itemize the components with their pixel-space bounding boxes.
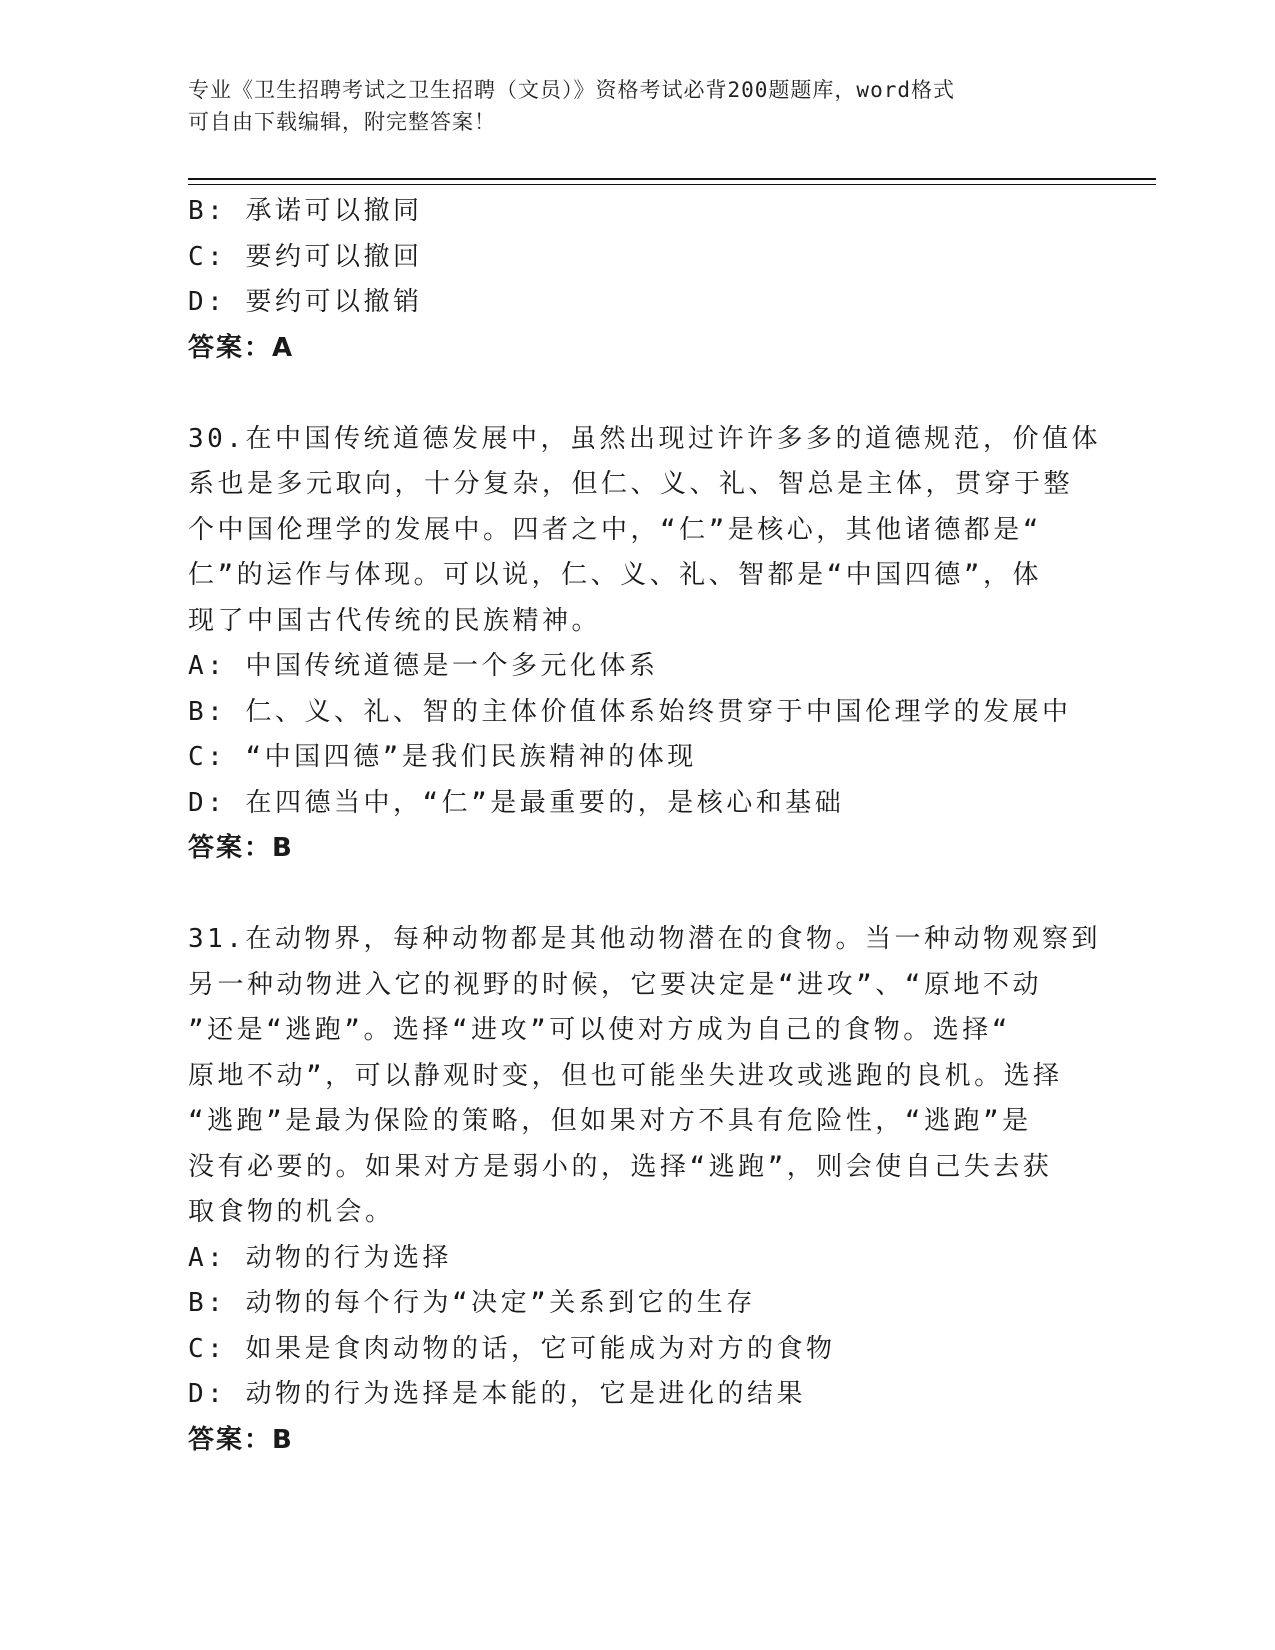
answer-line: 答案：B [188, 833, 294, 863]
option-d: D: 要约可以撤销 [188, 287, 423, 317]
question-stem-line: 另一种动物进入它的视野的时候，它要决定是“进攻”、“原地不动 [188, 969, 1042, 1000]
header-line-1: 专业《卫生招聘考试之卫生招聘（文员）》资格考试必背200题题库，word格式 [188, 78, 955, 102]
question-stem-line: 31.在动物界，每种动物都是其他动物潜在的食物。当一种动物观察到 [188, 924, 1101, 954]
answer-line: 答案：B [188, 1424, 294, 1455]
question-content [188, 189, 1101, 1463]
question-stem-line: 仁”的运作与体现。可以说，仁、义、礼、智都是“中国四德”，体 [188, 560, 1042, 590]
question-stem-line: 没有必要的。如果对方是弱小的，选择“逃跑”，则会使自己失去获 [188, 1151, 1053, 1182]
answer-line: 答案：A [188, 332, 295, 363]
option-c: C: 如果是食肉动物的话，它可能成为对方的食物 [188, 1333, 836, 1364]
page-header [188, 74, 1078, 138]
option-a: A: 动物的行为选择 [188, 1242, 452, 1273]
header-divider-thin [188, 184, 1156, 185]
prev-question-block [188, 189, 1088, 371]
option-b: B: 动物的每个行为“决定”关系到它的生存 [188, 1288, 756, 1318]
question-spacer [188, 371, 1088, 417]
option-c: C: “中国四德”是我们民族精神的体现 [188, 742, 697, 772]
option-a: A: 中国传统道德是一个多元化体系 [188, 651, 659, 681]
question-stem-line: 个中国伦理学的发展中。四者之中，“仁”是核心，其他诸德都是“ [188, 514, 1042, 545]
question-spacer [188, 872, 1088, 918]
header-line-2: 可自由下载编辑，附完整答案！ [188, 110, 496, 134]
header-divider-thick [188, 178, 1156, 180]
option-c: C: 要约可以撤回 [188, 241, 423, 272]
option-d: D: 动物的行为选择是本能的，它是进化的结果 [188, 1379, 806, 1409]
question-stem-line: “逃跑”是最为保险的策略，但如果对方不具有危险性，“逃跑”是 [188, 1106, 1032, 1136]
question-stem-line: 原地不动”，可以静观时变，但也可能坐失进攻或逃跑的良机。选择 [188, 1060, 1063, 1091]
question-stem-line: 取食物的机会。 [188, 1197, 395, 1227]
question-30-block [188, 417, 1101, 872]
question-stem-line: 系也是多元取向，十分复杂，但仁、义、礼、智总是主体，贯穿于整 [188, 469, 1074, 499]
question-stem-line: 现了中国古代传统的民族精神。 [188, 605, 602, 636]
option-b: B: 仁、义、礼、智的主体价值体系始终贯穿于中国伦理学的发展中 [188, 696, 1072, 727]
option-d: D: 在四德当中，“仁”是最重要的，是核心和基础 [188, 787, 845, 818]
question-31-block [188, 917, 1101, 1463]
option-b: B: 承诺可以撤同 [188, 196, 423, 226]
question-stem-line: ”还是“逃跑”。选择“进攻”可以使对方成为自己的食物。选择“ [188, 1015, 1011, 1045]
question-stem-line: 30.在中国传统道德发展中，虽然出现过许许多多的道德规范，价值体 [188, 423, 1101, 454]
